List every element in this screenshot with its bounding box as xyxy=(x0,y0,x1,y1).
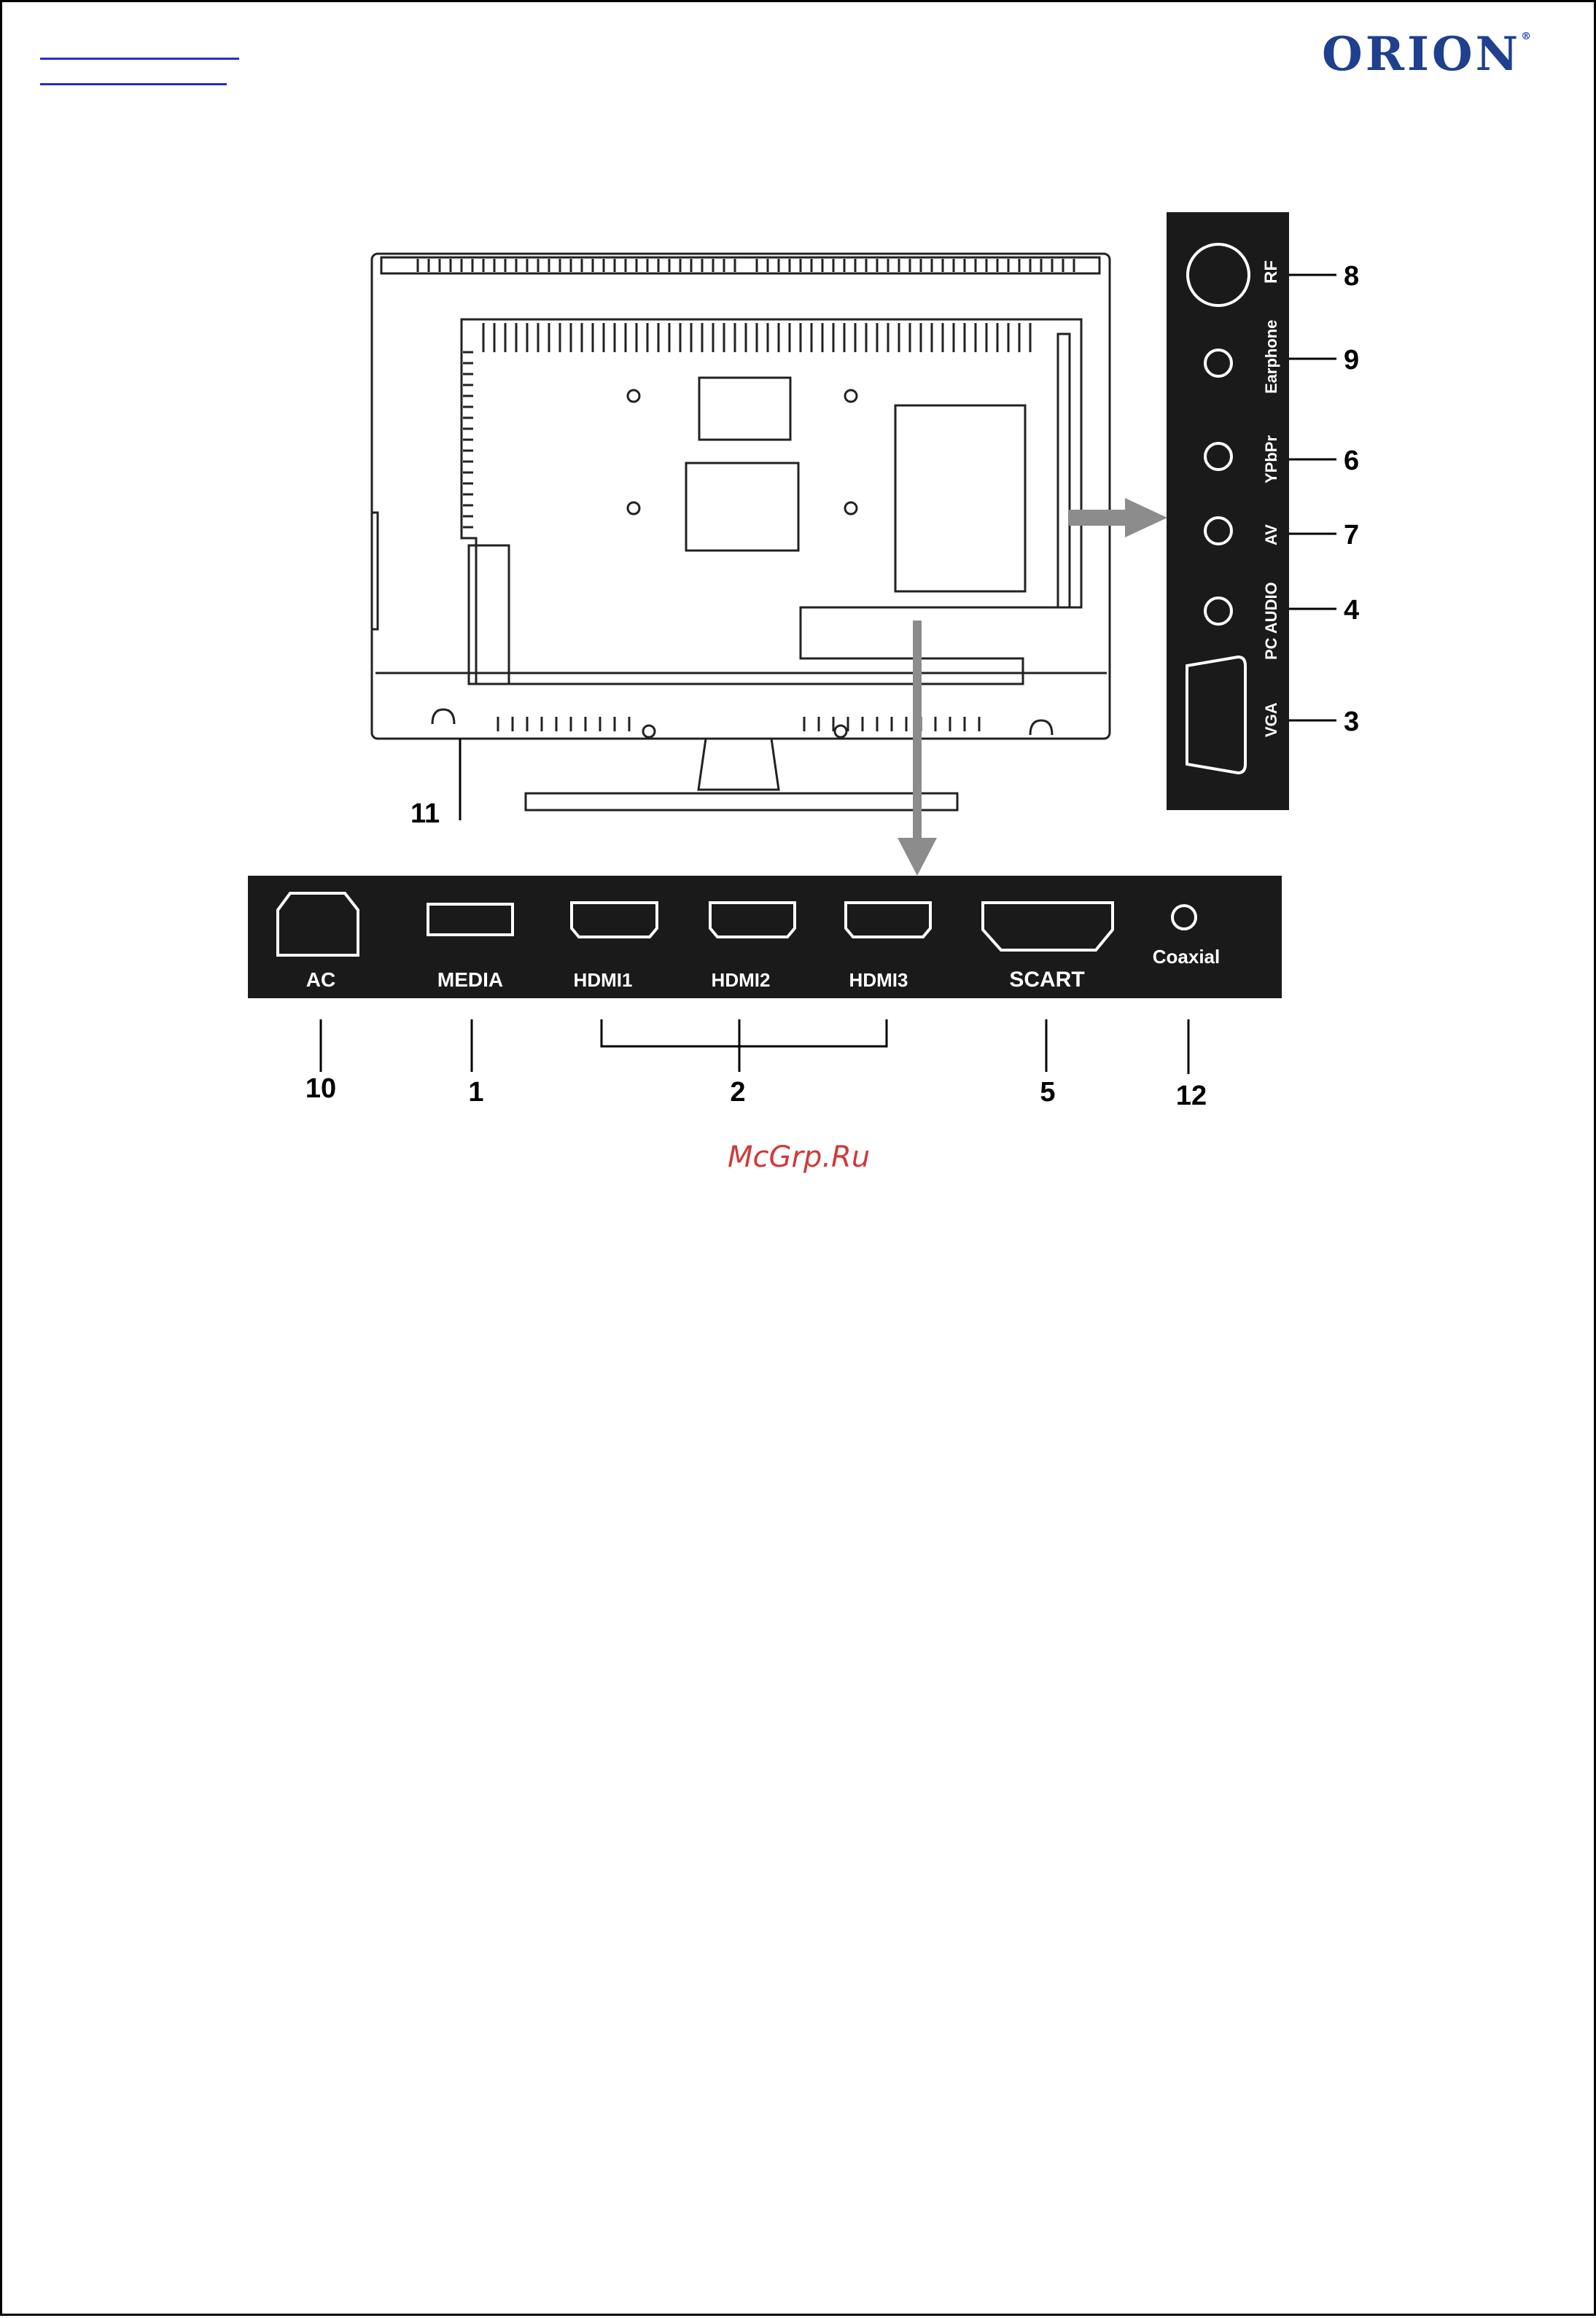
bottom-port-label: HDMI3 xyxy=(849,969,908,991)
bottom-callouts xyxy=(321,1019,1188,1074)
side-port-label: Earphone xyxy=(1262,319,1280,394)
arrow-to-side-panel xyxy=(1068,498,1167,537)
side-port-label: PC AUDIO xyxy=(1262,582,1280,660)
brand-name: ORION xyxy=(1322,27,1522,82)
callout-3: 3 xyxy=(1344,707,1360,737)
bottom-port-label: AC xyxy=(305,968,336,991)
callout-7: 7 xyxy=(1344,520,1360,551)
watermark: McGrp.Ru xyxy=(728,1140,871,1174)
callout-9: 9 xyxy=(1344,345,1360,376)
bottom-port-label: HDMI1 xyxy=(573,969,633,991)
callout-2: 2 xyxy=(730,1077,746,1108)
callout-11: 11 xyxy=(410,798,440,829)
bottom-port-label: HDMI2 xyxy=(711,969,771,991)
callout-1: 1 xyxy=(468,1077,484,1108)
bottom-connector-panel xyxy=(248,876,1282,998)
callout-4: 4 xyxy=(1344,595,1360,626)
side-connector-panel xyxy=(1167,212,1289,810)
bottom-port-label: MEDIA xyxy=(437,968,504,991)
side-callouts xyxy=(1289,275,1336,720)
callout-8: 8 xyxy=(1344,261,1360,292)
side-port-label: RF xyxy=(1261,260,1281,284)
bottom-port-label: SCART xyxy=(1009,968,1085,992)
bottom-port-label: Coaxial xyxy=(1152,946,1221,968)
tv-back-illustration xyxy=(372,254,1110,810)
callout-6: 6 xyxy=(1344,446,1360,476)
callout-5: 5 xyxy=(1040,1077,1056,1108)
side-port-label: YPbPr xyxy=(1262,435,1280,483)
trademark-symbol: ® xyxy=(1521,31,1532,42)
callout-12: 12 xyxy=(1175,1081,1207,1111)
side-port-label: AV xyxy=(1262,524,1280,545)
callout-10: 10 xyxy=(305,1073,337,1104)
side-port-label: VGA xyxy=(1262,702,1280,737)
